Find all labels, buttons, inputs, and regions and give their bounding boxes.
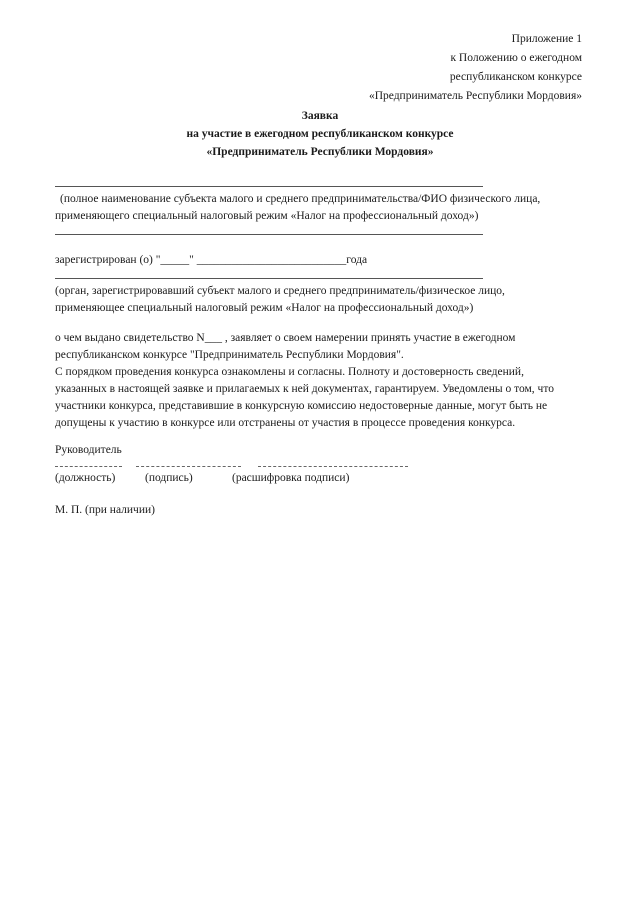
position-label: (должность) xyxy=(55,472,116,484)
registered-suffix: года xyxy=(346,254,368,266)
name-fill-line-2 xyxy=(55,234,483,235)
name-hint-line-2: применяющего специальный налоговый режим «Налог на профессиональный доход») xyxy=(55,210,479,222)
appendix-block xyxy=(369,30,582,106)
organ-hint-line-1: (орган, зарегистрировавший субъект малого и среднего предприниматель/физическое лицо, xyxy=(55,285,505,297)
body-line-2: республиканском конкурсе "Предприниматель Республики Мордовия". xyxy=(55,349,404,361)
decoding-label: (расшифровка подписи) xyxy=(232,472,350,484)
body-line-3: С порядком проведения конкурса ознакомлены и согласны. Полноту и достоверность сведений, xyxy=(55,366,524,378)
registered-prefix: зарегистрирован (о) "_____" __________________________ xyxy=(55,254,347,266)
document-subtitle-2: «Предприниматель Республики Мордовия» xyxy=(206,146,434,158)
organ-fill-line xyxy=(55,278,483,279)
appendix-line-4: «Предприниматель Республики Мордовия» xyxy=(368,90,582,102)
document-title: Заявка xyxy=(301,110,339,122)
appendix-line-2: к Положению о ежегодном xyxy=(450,52,582,64)
sign-fill-line xyxy=(136,466,241,467)
body-line-6: допущены к участию в конкурсе или отстранены от участия в процессе проведения конкурса. xyxy=(55,417,516,429)
decoding-fill-line xyxy=(258,466,408,467)
name-fill-line xyxy=(55,186,483,187)
signature-head: Руководитель xyxy=(55,444,122,456)
sign-label: (подпись) xyxy=(145,472,193,484)
organ-hint-line-2: применяющее специальный налоговый режим «Налог на профессиональный доход») xyxy=(55,302,474,314)
registered-line xyxy=(55,252,575,269)
body-line-5: участники конкурса, представившие в конкурсную комиссию недостоверные данные, могут быть не xyxy=(55,400,548,412)
position-fill-line xyxy=(55,466,122,467)
appendix-line-1: Приложение 1 xyxy=(511,33,582,45)
name-hint-line-1: (полное наименование субъекта малого и среднего предпринимательства/ФИО физического лица, xyxy=(60,193,541,205)
body-line-1: о чем выдано свидетельство N___ , заявляет о своем намерении принять участие в ежегодном xyxy=(55,332,516,344)
document-subtitle-1: на участие в ежегодном республиканском конкурсе xyxy=(186,128,454,140)
stamp-label: М. П. (при наличии) xyxy=(55,504,155,516)
appendix-line-3: республиканском конкурсе xyxy=(449,71,582,83)
body-line-4: указанных в настоящей заявке и прилагаемых к ней документах, гарантируем. Уведомлены о том, что xyxy=(55,383,554,395)
